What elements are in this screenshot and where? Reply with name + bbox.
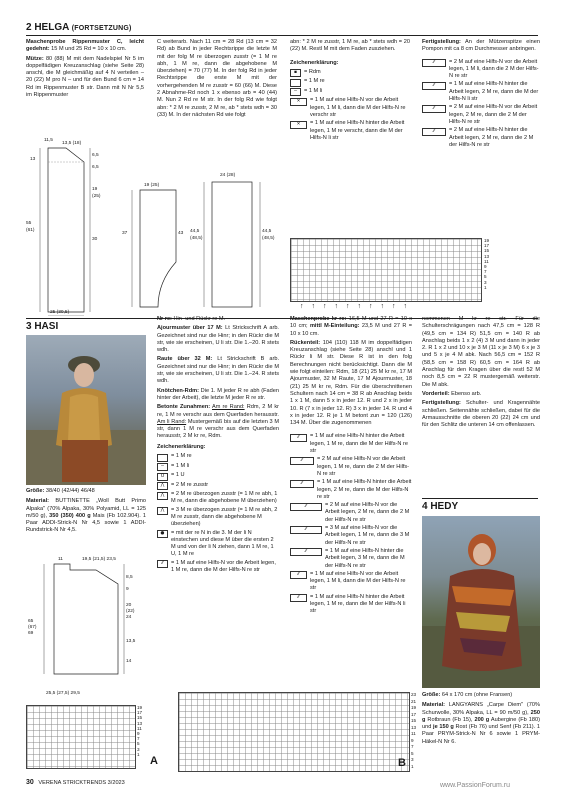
magazine-name: VERENA STRICKTRENDS 3/2023 [38,780,125,786]
dim-label: 44,5 [190,229,200,234]
hat-paragraph: Mütze: 80 (88) M mit dem Nadelspiel Nr 5 im doppelfädigen Kreuzanschlag (siehe Seite 28) anschl, die M gleichmäßig auf 4 N verteilen – 20 (22) M pro N – und für den Bund 6 cm = 14 Rd im Rippenmuster B str. Dann mit N Nr 5,5 im Rippenmuster [26,55,144,99]
legend-item: ⁄⁄ = 1 M auf eine Hilfs-N hinter die Arbeit legen, 3 M re, dann die M der Hilfs-N re str [290,548,412,570]
arrow-up-icon: ↑ [380,303,392,310]
finishing-paragraph: Fertigstellung: An der Mützenspitze einen Pompon mit ca 8 cm Durchmesser anbringen. [422,39,540,53]
pattern-chart-a [26,705,136,769]
section-2-col-1 [26,39,144,101]
arrow-up-icon: ↑ [300,303,312,310]
arrow-up-icon: ↑ [403,303,415,310]
dim-label: 25,5 (27,5) 29,5 [46,691,80,696]
schematic-hat-svg [26,136,126,316]
arrow-up-icon: ↑ [346,303,358,310]
legend-item: = 1 M re [157,453,279,462]
cable-icon: ⁄⁄ [290,503,322,511]
cable-icon: ⁄⁄ [422,82,446,90]
yarn-over-icon: O [157,473,168,481]
material-paragraph: Material: BUTTINETTE „Woll Butt Primo Alpaka" (70% Alpaka, 30% Polyamid, LL = 125 m/50 g), 350 (350) 400 g Mais (Fb 102.904). 1 Paar ADDI-Strick-N Nr 4,5 sowie 1 ADDI-Rundstrick-N Nr 4,5. [26,498,146,534]
watermark: www.PassionForum.ru [440,782,511,789]
section-4-number: 4 HEDY [422,501,459,512]
hedy-photo [422,516,540,688]
dim-label: 37 [122,231,128,236]
dim-label: (61) [26,228,35,233]
dim-label: (48,5) [262,236,275,241]
size-paragraph: Größe: 38/40 (42/44) 46/48 [26,488,95,494]
section-4-rule [422,498,538,499]
dim-label: (22) [126,609,135,614]
arrow-up-icon: ↑ [311,303,323,310]
cable-left-icon: ✕ [290,98,307,106]
cable-icon: ⁄⁄ [422,59,446,67]
cable-icon: ⁄⁄ [422,105,446,113]
section-2-col-3 [290,39,410,143]
purl-stitch-icon: − [157,463,168,471]
knot-stitch-icon: ● [157,530,168,538]
diamond-paragraph: Raute über 32 M: Lt Strickschrift B arb. Gezeichnet sind nur die Hinr; in den Rückr die M str, wie sie erscheinen, U li str. Die 1.–24. R stets wdh. [157,356,280,385]
legend-item: ⁄⁄ = 2 M auf eine Hilfs-N vor die Arbeit legen, 1 M li, dann die 2 M der Hilfs-N re str [422,59,540,81]
hasi-photo-svg [26,335,146,485]
cable-icon: ⁄⁄ [422,128,446,136]
cable-icon: ⁄⁄ [290,594,307,602]
dim-label: 69 [28,631,34,636]
arrow-up-icon: ↑ [369,303,381,310]
schematic-hasi [26,556,146,676]
dim-label: 65 [28,619,34,624]
dim-label: 19 [92,187,98,192]
section-4-title [422,501,458,513]
hasi-photo [26,335,146,485]
section-3-col-2 [157,316,279,575]
dim-label: 19 (25) [144,183,160,188]
dim-label: (25) [92,194,101,199]
chart-a-row-numbers: 19 17 15 13 11 9 7 5 3 1 [137,705,143,757]
dim-label: 11,5 [44,138,53,143]
legend-item: ⁄⁄ = 1 M auf eine Hilfs-N hinter die Arbeit legen, 2 M re, dann die M der Hilfs-N li str [422,81,540,103]
legend-item: ⁄⁄ = 2 M auf eine Hilfs-N vor die Arbeit legen, 2 M re, dann die 2 M der Hilfs-N re str [290,502,412,524]
shoulder-paragraph: nommenen M kr re str. Für die Schulterschrägungen nach 47,5 cm = 128 R (49,5 cm = 134 R) 51,5 cm = 140 R ab Anschlag beids 1 x 2 (4) 3 M und dann in jeder 2. R 1 x 2 und 10 x je 3 M (11 x je 3 M) 6 x je 3 und 5 x je 4 M abk. Nach 56,5 cm = 152 R (58,5 cm = 158 R) 60,5 cm = 164 R ab Anschlag für den Kragen über die restl 52 M noch 8,5 cm = 22 R mustergemäß weiterstr. Die M abk. [422,316,540,388]
legend-item: ⁄⁄ = 3 M auf eine Hilfs-N vor die Arbeit legen, 1 M re, dann die 3 M der Hilfs-N re str [290,525,412,547]
dim-label: 20 [126,603,132,608]
legend-list-hasi-2 [290,433,412,615]
dim-label: 6,5 [92,153,99,158]
increase-paragraph: Betonte Zunahmen: Am re Rand: Rdm, 2 M kr re, 1 M re verschr aus dem Querfaden herausstr. Am li Rand: Mustergemäß bis auf die letzten 3 M str, dann 1 M re verschr aus dem Querfaden herausstr, 2 M kr re, Rdm. [157,404,280,440]
dim-label: 24 [126,615,132,620]
front-paragraph: Vorderteil: Ebenso arb. [422,390,482,397]
legend-item: ⁄⁄ = 1 M auf eine Hilfs-N hinter die Arbeit legen, 1 M re, dann die M der Hilfs-N li str [290,594,412,616]
dim-label: 24 (28) [220,173,236,178]
ssk-icon: ⋀ [157,492,168,500]
legend-item: ⁄⁄ = 2 M auf eine Hilfs-N vor die Arbeit legen, 1 M re, dann die 2 M der Hilfs-N re str [290,456,412,478]
material-paragraph: Material: LANGYARNS „Carpe Diem" (70% Schurwolle, 30% Alpaka, LL = 90 m/50 g), 250 g Rotbraun (Fb 15), 200 g Aubergine (Fb 180) und je 150 g Rost (Fb 76) und Senf (Fb 211). 1 Paar PRYM-Strick-N Nr 6 sowie 1 PRYM-Häkel-N Nr 6. [422,702,540,745]
back-paragraph: Rückenteil: 104 (110) 118 M im doppelfädigen Kreuzanschlag (siehe Seite 28) anschl und 1 Rückr li M str. Diese R ist in den folg Berechnungen nicht berücksichtigt. Dann die M wie folgt einteilen: Rdm, 18 (21) 25 M kr re, 17 M Ajourmuster, 32 M Raute, 17 M Ajourmuster, 18 (21) 25 M kr re, Rdm. Für die überschnittenen Schultern nach 14 cm = 38 R ab Anschlag beids 1 x 1 M, dann 5 x in jeder 12. R und 2 x in jeder 10. R (7 x in jeder 12. R) 3 x in jeder 14. R und 4 x in jeder 12. R je 1 M betont zun = 120 (126) 134 M. Über die zugenommenen [290,339,412,427]
k2tog-icon: ⋀ [157,482,168,490]
legend-item: ⋀ = 2 M re überzogen zusstr (= 1 M re abh, 1 M re, dann die abgehobene M überziehen) [157,491,279,506]
dim-label: 43 [178,231,184,236]
dim-label: 14 [126,659,132,664]
dim-label: (67) [28,625,37,630]
section-3-col-4 [422,316,540,431]
dim-label: 13,5 [126,639,136,644]
cable-icon: ⁄⁄ [290,457,314,465]
chart-row-numbers: 19 17 15 13 11 9 7 5 3 1 [484,238,490,290]
section-3-col-1 [26,488,146,537]
schematic-sleeve-svg [118,182,188,312]
size-paragraph: Größe: 64 x 170 cm (ohne Fransen) [422,692,513,698]
arrow-up-icon: ↑ [357,303,369,310]
hedy-photo-svg [422,516,540,688]
schematic-scarf [188,172,278,312]
section-2-title [26,22,132,35]
cable-icon: ⁄⁄ [290,571,307,579]
dim-label: 55 [26,221,32,226]
legend-item: = 1 M re [290,78,410,87]
legend-item: ✕ = 1 M auf eine Hilfs-N vor die Arbeit legen, 1 M li, dann die M der Hilfs-N re verschr str [290,97,410,119]
legend-item: ⁄⁄ = 1 M auf eine Hilfs-N hinter die Arbeit legen, 1 M re, dann die M der Hilfs-N re str [290,433,412,455]
pattern-chart-helga [290,238,482,302]
gauge-paragraph: Maschenprobe kr re: 16,5 M und 27 R = 10 x 10 cm; mittl M-Einteilung: 23,5 M und 27 R = 10 x 10 cm. [290,316,412,337]
arrow-up-icon: ↑ [323,303,335,310]
dim-label: 13,5 (18) [62,141,82,146]
dim-label: 13 [30,157,36,162]
legend-item: ▪ = Rdm [290,69,410,78]
page-footer [26,779,125,787]
cable-icon: ⁄⁄ [290,480,314,488]
legend-item: − = 1 M li [290,88,410,97]
legend-item: ⋀ = 3 M re überzogen zusstr (= 1 M re abh, 2 M re zusstr, dann die abgehobene M überziehen) [157,507,279,529]
dim-label: 9 [126,587,129,592]
cable-icon: ⁄⁄ [290,548,322,556]
gauge-paragraph: Maschenprobe Rippenmuster C, leicht gedehnt: 15 M und 25 Rd = 10 x 10 cm. [26,39,144,53]
section-3-number: 3 HASI [26,321,59,332]
legend-list-2 [422,59,540,150]
dim-label: 30 [92,237,98,242]
section-4-col [422,692,540,748]
dim-label: 25 (30,5) [50,310,70,315]
cable-icon: ⁄⁄ [157,560,168,568]
ajour-paragraph: Ajourmuster über 17 M: Lt Strickschrift A arb. Gezeichnet sind nur die Hinr; in den Rückr die M str, wie sie erscheinen, U li str. Die 1.–20. R stets wdh. [157,325,279,354]
dim-label: 11 [58,557,63,562]
chart-b-label: B [398,757,406,769]
legend-item: ⁄⁄ = 1 M auf eine Hilfs-N vor die Arbeit legen, 1 M li, dann die M der Hilfs-N re str [290,571,412,593]
chart-a-label: A [150,755,158,767]
section-2-col-4 [422,39,540,150]
purl-stitch-icon: − [290,88,301,96]
section-3-title [26,321,58,333]
legend-list-hasi [157,453,279,574]
legend-list [290,69,410,142]
legend-item: ⋀ = 2 M re zusstr [157,482,279,491]
legend-title: Zeichenerklärung: [157,443,206,450]
finishing-paragraph: Fertigstellung: Schulter- und Kragennähte schließen. Seitennähte schließen, dabei für die Armausschnitte die oberen 20 (22) 24 cm und für den Schlitz die unteren 14 cm offenlassen. [422,400,540,429]
cable-icon: ⁄⁄ [290,526,322,534]
legend-item: O = 1 U [157,472,279,481]
section-2-col-2 [157,39,277,121]
legend-item: ⁄⁄ = 2 M auf eine Hilfs-N hinter die Arbeit legen, 2 M re, dann die 2 M der Hilfs-N re str [422,127,540,149]
dim-label: (48,5) [190,236,203,241]
legend-title: Zeichenerklärung: [290,59,339,66]
section-3-col-3 [290,316,412,617]
schematic-hat [26,136,126,316]
legend-item: ● = mit der re N in die 3. M der li N einstechen und diese M über die ersten 2 M und von der li N ziehen, dann 1 M re, 1 U, 1 M re [157,530,279,559]
legend-item: ⁄⁄ = 1 M auf eine Hilfs-N vor die Arbeit legen, 1 M re, dann die M der Hilfs-N re str [157,560,279,575]
chart-b-row-numbers: 23 21 19 17 15 13 11 9 7 5 3 1 [411,692,417,769]
section-2-suffix: (FORTSETZUNG) [71,25,132,32]
dim-label: 19,5 (21,5) 23,5 [82,557,116,562]
knit-stitch-icon [290,79,301,87]
edge-stitch-icon: ▪ [290,69,301,77]
hat-finish-paragraph: abn: * 2 M re zusstr, 1 M re, ab * stets wdh = 20 (22) M. Restl M mit dem Faden zusziehen. [290,39,410,53]
dim-label: 6,5 [92,165,99,170]
cable-icon: ⁄⁄ [290,434,307,442]
knit-stitch-icon [157,454,168,462]
legend-item: ✕ = 1 M auf eine Hilfs-N hinter die Arbeit legen, 1 M re verschr, dann die M der Hilfs-N li str [290,120,410,142]
legend-item: ⁄⁄ = 2 M auf eine Hilfs-N vor die Arbeit legen, 2 M re, dann die 2 M der Hilfs-N re str [422,104,540,126]
edge-paragraph: Knötchen-Rdm: Die 1. M jeder R re abh (Faden hinter der Arbeit), die letzte M jeder R re str. [157,387,279,401]
arrow-up-icon: ↑ [334,303,346,310]
chart-arrows [300,303,415,310]
section-2-number: 2 HELGA [26,22,69,33]
dim-label: 44,5 [262,229,272,234]
schematic-sleeve [118,182,188,312]
hat-continued-paragraph: C weiterarb. Nach 11 cm = 28 Rd (13 cm = 32 Rd) ab Bund in jeder Rechtsrippe die letzte M mit der folg M re überzogen zusstr (= 1 M re abh, 1 M re, dann die abgehobene M überziehen) = 70 (77) M. In der folg Rd in jeder Rechtsrippe die erste M mit der vorhergehenden M re zusstr = 60 (66) M. Diese 2 Abnahme-Rd noch 1 x ebenso arb = 40 (44) M. Nun 2 Rd re M str. In der folg Rd wie folgt abn: * 2 M re zusstr, 2 M re, ab * stets wdh = 30 (33) M. In der nächsten Rd wie folgt [157,39,277,118]
arrow-up-icon: ↑ [392,303,404,310]
pattern-chart-b [178,692,410,772]
section-2-rule [26,35,538,36]
dim-label: 8,5 [126,575,133,580]
cable-right-icon: ✕ [290,121,307,129]
legend-item: − = 1 M li [157,463,279,472]
sk2p-icon: ⋀ [157,507,168,515]
page-number: 30 [26,779,34,786]
legend-item: ⁄⁄ = 1 M auf eine Hilfs-N hinter die Arbeit legen, 2 M re, dann die M der Hilfs-N re str [290,479,412,501]
ribbing-paragraph: Nr re: Hin- und Rückr re M. [157,316,226,322]
